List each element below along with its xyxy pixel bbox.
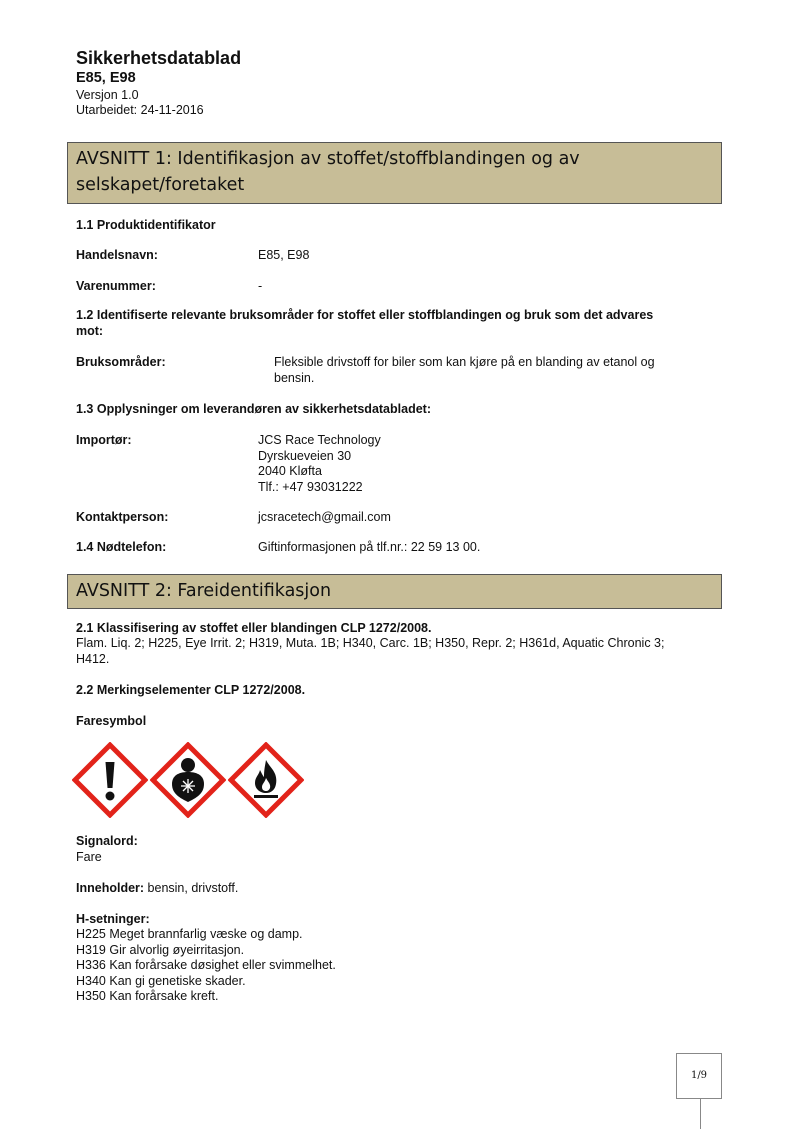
uses-line2: bensin. — [274, 370, 315, 385]
exclamation-mark-icon — [72, 742, 148, 818]
hazard-symbol-label: Faresymbol — [76, 714, 147, 728]
trade-name-value: E85, E98 — [258, 248, 310, 262]
emergency-label: 1.4 Nødtelefon: — [76, 540, 167, 554]
classification-line2: H412. — [76, 651, 110, 666]
h-statement: H350 Kan forårsake kreft. — [76, 989, 219, 1003]
section-2-heading: AVSNITT 2: Fareidentifikasjon — [67, 574, 722, 609]
signal-word: Fare — [76, 850, 102, 864]
s1-2-title-line1: 1.2 Identifiserte relevante bruksområder for stoffet eller stoffblandingen og bruk som det advares — [76, 308, 654, 322]
item-number-label: Varenummer: — [76, 279, 156, 293]
importer-line: JCS Race Technology — [258, 433, 381, 447]
uses-line1: Fleksible drivstoff for biler som kan kjøre på en blanding av etanol og — [274, 355, 655, 369]
contains-line — [76, 881, 238, 895]
hazard-pictograms — [72, 742, 304, 818]
h-statement: H336 Kan forårsake døsighet eller svimmelhet. — [76, 958, 336, 972]
trade-name-label: Handelsnavn: — [76, 248, 158, 262]
classification — [76, 636, 736, 667]
s1-2-title — [76, 308, 726, 339]
page-number-line — [700, 1099, 701, 1129]
section-1-heading-line2: selskapet/foretaket — [76, 175, 245, 195]
contact-email[interactable]: jcsracetech@gmail.com — [258, 510, 391, 524]
h-statement: H225 Meget brannfarlig væske og damp. — [76, 927, 303, 941]
flame-icon — [228, 742, 304, 818]
page-number: 1/9 — [676, 1053, 722, 1099]
product-name: E85, E98 — [76, 70, 136, 86]
s1-3-title: 1.3 Opplysninger om leverandøren av sikkerhetsdatabladet: — [76, 402, 431, 416]
contains-label: Inneholder: — [76, 881, 145, 895]
contains-value: bensin, drivstoff. — [144, 881, 239, 895]
emergency-value: Giftinformasjonen på tlf.nr.: 22 59 13 00. — [258, 540, 481, 554]
uses-value — [274, 355, 655, 386]
s1-1-title: 1.1 Produktidentifikator — [76, 218, 216, 232]
h-statements-label: H-setninger: — [76, 912, 150, 926]
importer-label: Importør: — [76, 433, 132, 447]
importer-line: Tlf.: +47 93031222 — [258, 479, 363, 494]
s2-2-title: 2.2 Merkingselementer CLP 1272/2008. — [76, 683, 306, 697]
h-statement: H340 Kan gi genetiske skader. — [76, 973, 246, 988]
importer-address — [258, 433, 381, 495]
uses-label: Bruksområder: — [76, 355, 166, 369]
section-1-heading — [67, 142, 722, 204]
importer-line: Dyrskueveien 30 — [258, 448, 352, 463]
section-1-heading-line1: AVSNITT 1: Identifikasjon av stoffet/stoffblandingen og av — [76, 149, 580, 169]
version: Versjon 1.0 — [76, 88, 139, 102]
prepared-date: Utarbeidet: 24-11-2016 — [76, 103, 204, 117]
classification-line1: Flam. Liq. 2; H225, Eye Irrit. 2; H319, Muta. 1B; H340, Carc. 1B; H350, Repr. 2; H361d, Aquatic Chronic 3; — [76, 636, 665, 650]
signal-word-label: Signalord: — [76, 834, 138, 848]
health-hazard-icon — [150, 742, 226, 818]
document-title: Sikkerhetsdatablad — [76, 48, 242, 68]
contact-label: Kontaktperson: — [76, 510, 169, 524]
h-statements-list — [76, 927, 336, 1005]
importer-line: 2040 Kløfta — [258, 464, 322, 478]
item-number-value: - — [258, 279, 263, 293]
h-statement: H319 Gir alvorlig øyeirritasjon. — [76, 942, 245, 957]
s1-2-title-line2: mot: — [76, 323, 104, 338]
s2-1-title: 2.1 Klassifisering av stoffet eller blandingen CLP 1272/2008. — [76, 621, 432, 635]
